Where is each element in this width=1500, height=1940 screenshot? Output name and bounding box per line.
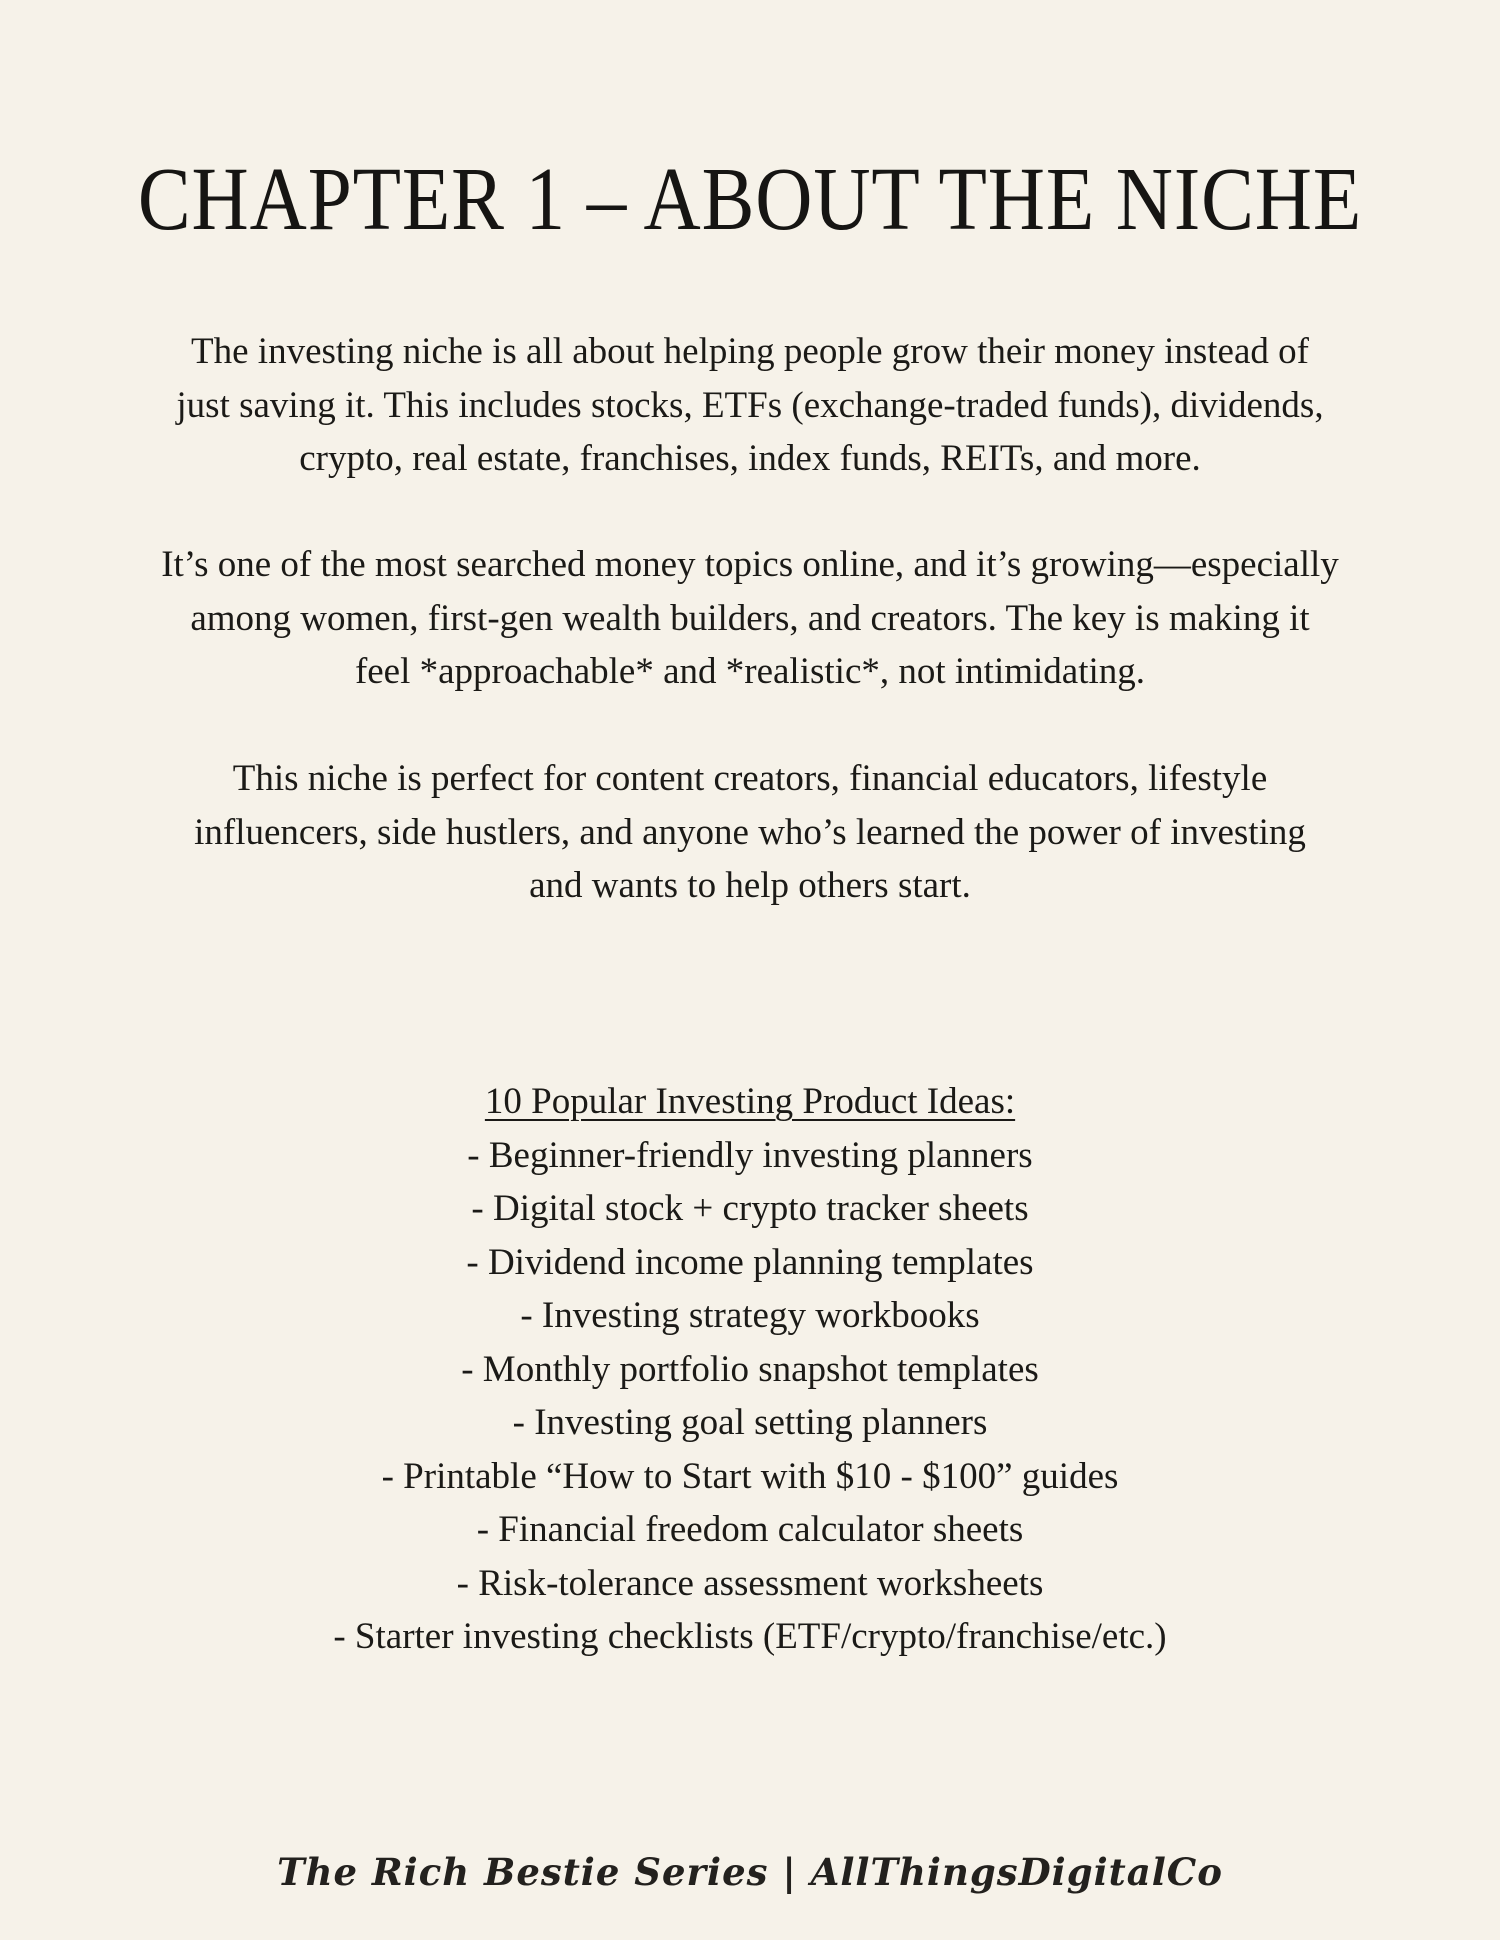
text-line: - Investing goal setting planners (512, 1402, 988, 1443)
text-line: The investing niche is all about helping people grow their money instead of (191, 331, 1309, 372)
text-line: influencers, side hustlers, and anyone who’s learned the power of investing (194, 811, 1306, 853)
text-line: among women, first-gen wealth builders, and creators. The key is making it (190, 597, 1310, 639)
text-line: - Printable “How to Start with $10 - $100” guides (381, 1455, 1119, 1497)
audience-paragraph (30, 752, 1470, 913)
text-line: - Starter investing checklists (ETF/crypto/franchise/etc.) (333, 1616, 1167, 1657)
text-line: This niche is perfect for content creators, financial educators, lifestyle (232, 758, 1268, 799)
product-ideas-section (30, 1075, 1470, 1664)
text-line: and wants to help others start. (529, 865, 971, 906)
text-line: - Beginner-friendly investing planners (467, 1134, 1033, 1176)
text-line: - Investing strategy workbooks (520, 1295, 980, 1336)
text-line: It’s one of the most searched money topics online, and it’s growing—especially (161, 544, 1339, 585)
text-line: - Dividend income planning templates (466, 1241, 1034, 1283)
text-line: just saving it. This includes stocks, ETFs (exchange-traded funds), dividends, (176, 384, 1324, 426)
product-ideas-list (30, 1129, 1470, 1664)
series-footer: The Rich Bestie Series | AllThingsDigitalCo (277, 1850, 1223, 1894)
text-line: - Digital stock + crypto tracker sheets (471, 1188, 1029, 1229)
product-ideas-heading: 10 Popular Investing Product Ideas: (484, 1081, 1016, 1122)
text-line: feel *approachable* and *realistic*, not intimidating. (354, 651, 1146, 692)
text-line: - Risk-tolerance assessment worksheets (456, 1562, 1044, 1604)
text-line: - Monthly portfolio snapshot templates (461, 1348, 1039, 1390)
intro-paragraph (30, 325, 1470, 486)
text-line: crypto, real estate, franchises, index funds, REITs, and more. (299, 438, 1201, 479)
growth-paragraph (30, 538, 1470, 699)
text-line: - Financial freedom calculator sheets (476, 1509, 1024, 1550)
chapter-title: CHAPTER 1 – ABOUT THE NICHE (137, 150, 1363, 249)
